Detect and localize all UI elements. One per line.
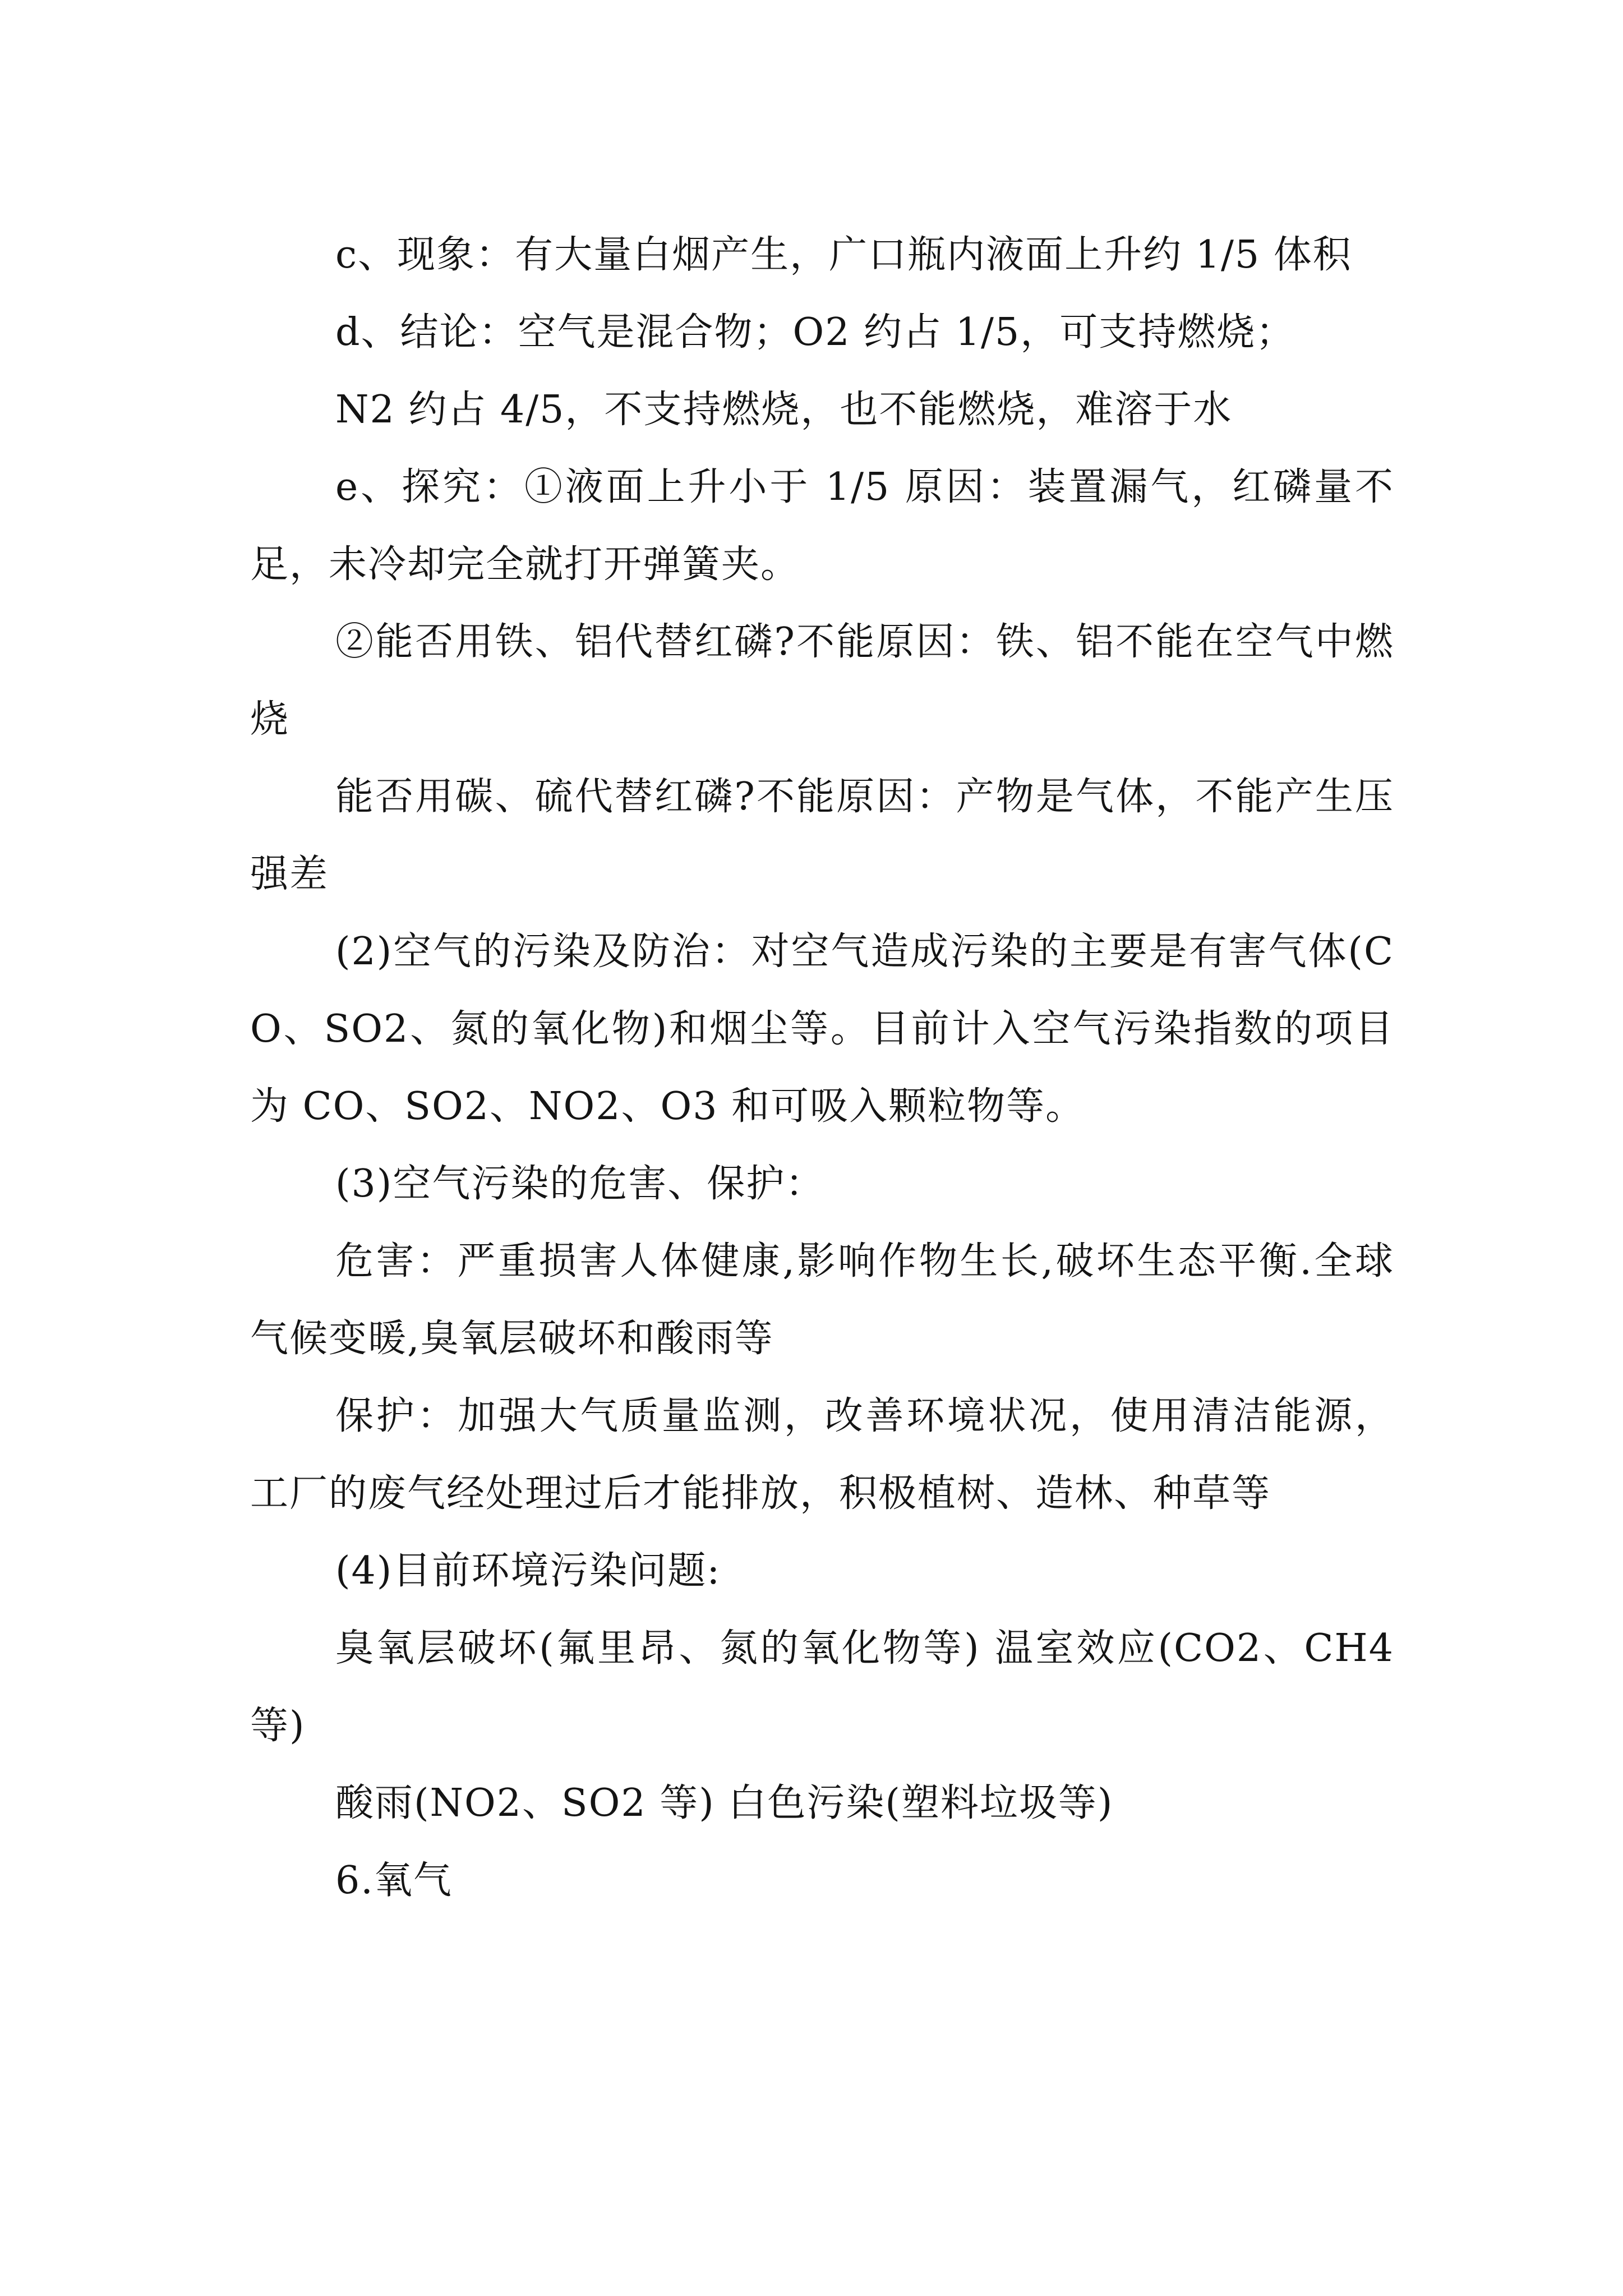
paragraph-protection: 保护：加强大气质量监测，改善环境状况，使用清洁能源，工厂的废气经处理过后才能排放，积极植树、造林、种草等 <box>250 1394 1394 1516</box>
paragraph-iron-aluminum: ②能否用铁、铝代替红磷?不能原因：铁、铝不能在空气中燃烧 <box>250 620 1394 742</box>
section-heading-oxygen: 6.氧气 <box>335 1858 453 1903</box>
paragraph-carbon-sulfur: 能否用碳、硫代替红磷?不能原因：产物是气体，不能产生压强差 <box>250 775 1394 896</box>
paragraph-air-pollution: (2)空气的污染及防治：对空气造成污染的主要是有害气体(CO、SO2、氮的氧化物)和烟尘等。目前计入空气污染指数的项目为 CO、SO2、NO2、O3 和可吸入颗粒物等。 <box>250 930 1394 1129</box>
paragraph-conclusion: d、结论：空气是混合物；O2 约占 1/5，可支持燃烧； <box>335 310 1295 355</box>
paragraph-harm: 危害：严重损害人体健康,影响作物生长,破坏生态平衡.全球气候变暖,臭氧层破坏和酸雨等 <box>250 1239 1394 1361</box>
paragraph-acid-rain-white-pollution: 酸雨(NO2、SO2 等) 白色污染(塑料垃圾等) <box>335 1781 1114 1825</box>
paragraph-current-problems-heading: (4)目前环境污染问题: <box>335 1549 721 1593</box>
paragraph-harm-protection-heading: (3)空气污染的危害、保护： <box>335 1162 825 1206</box>
paragraph-explore: e、探究：①液面上升小于 1/5 原因：装置漏气，红磷量不足，未冷却完全就打开弹簧夹。 <box>250 465 1394 587</box>
document-body <box>250 217 1394 1920</box>
paragraph-phenomenon: c、现象：有大量白烟产生，广口瓶内液面上升约 1/5 体积 <box>335 233 1352 277</box>
paragraph-ozone-greenhouse: 臭氧层破坏(氟里昂、氮的氧化物等) 温室效应(CO2、CH4 等) <box>250 1626 1394 1748</box>
paragraph-nitrogen: N2 约占 4/5，不支持燃烧，也不能燃烧，难溶于水 <box>335 388 1233 432</box>
